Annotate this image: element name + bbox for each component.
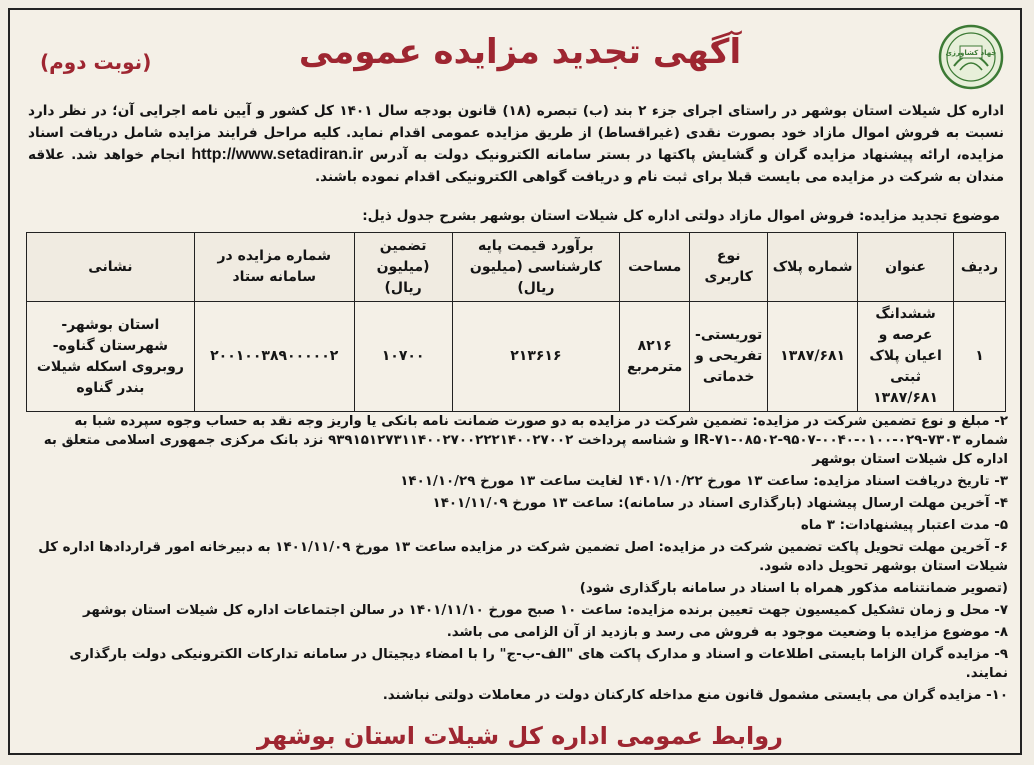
cell-guarantee: ۱۰۷۰۰ [354,302,452,412]
header-guarantee: تضمین (میلیون ریال) [354,233,452,302]
cell-usage: توریستی- تفریحی و خدماتی [690,302,768,412]
condition-commission: ۷- محل و زمان تشکیل کمیسیون جهت تعیین برنده مزایده: ساعت ۱۰ صبح مورخ ۱۴۰۱/۱۱/۱۰ در سالن اجتماعات اداره کل شیلات استان بوشهر [83,603,1008,618]
logo-lettering: جهاد کشاورزی [945,49,997,57]
condition-proposal-deadline: ۴- آخرین مهلت ارسال پیشنهاد (بارگذاری اسناد در سامانه): ساعت ۱۳ مورخ ۱۴۰۱/۱۱/۰۹ [432,496,1008,511]
cell-title: ششدانگ عرصه و اعیان پلاک ثبتی ۱۳۸۷/۶۸۱ [858,302,954,412]
jahad-logo-icon [938,24,1004,90]
intro-text-2: انجام خواهد شد. علاقه مندان به شرکت در مزایده می بایست قبلا برای ثبت نام و دریافت گواهی الکترونیکی اقدام نموده باشند. [28,147,1004,185]
header-usage: نوع کاربری [690,233,768,302]
setad-website-link[interactable]: http://www.setadiran.ir [191,146,364,163]
cell-auction-number: ۲۰۰۱۰۰۳۸۹۰۰۰۰۰۲ [194,302,354,412]
condition-document-dates: ۳- تاریخ دریافت اسناد مزایده: ساعت ۱۳ مورخ ۱۴۰۱/۱۰/۲۲ لغایت ساعت ۱۳ مورخ ۱۴۰۱/۱۰/۲۹ [400,474,1008,489]
cell-area: ۸۲۱۶ مترمربع [620,302,690,412]
cell-row-number: ۱ [954,302,1006,412]
header-row-number: ردیف [954,233,1006,302]
condition-eligibility: ۱۰- مزایده گران می بایستی مشمول قانون منع مداخله کارکنان دولت در معاملات دولتی نباشند. [382,688,1008,703]
intro-paragraph [28,100,1004,188]
footer-signature: روابط عمومی اداره کل شیلات استان بوشهر [257,722,783,750]
header-auction-number: شماره مزایده در سامانه ستاد [194,233,354,302]
page-title: آگهی تجدید مزایده عمومی [298,32,742,72]
cell-plak: ۱۳۸۷/۶۸۱ [768,302,858,412]
auction-subject: موضوع تجدید مزایده: فروش اموال مازاد دولتی اداره کل شیلات استان بوشهر بشرح جدول ذیل: [362,208,1000,224]
header-price: برآورد قیمت پایه کارشناسی (میلیون ریال) [452,233,620,302]
edition-label: (نوبت دوم) [40,50,152,74]
cell-address: استان بوشهر- شهرستان گناوه- روبروی اسکله شیلات بندر گناوه [27,302,195,412]
condition-guarantee: ۲- مبلغ و نوع تضمین شرکت در مزایده: تضمین شرکت در مزایده به دو صورت ضمانت نامه بانکی یا واریز وجه نقد به حساب وجوه سپرده شبا به شماره IR-۷۱-۰۸۵۰۲-۹۵۰۷-۰۰۴۰-۰۱۰۰-۰۲۹-۷۳۰۳ و شناسه پرداخت ۹۳۹۱۵۱۲۷۳۱۱۴۰۰۲۷۰۰۲۲۲۱۴۰۰۲۷۰۰۲ نزد بانک مرکزی جمهوری اسلامی متعلق به اداره کل شیلات استان بوشهر [43,414,1008,467]
condition-upload-note: (تصویر ضمانتنامه مذکور همراه با اسناد در سامانه بارگذاری شود) [579,581,1008,596]
condition-validity: ۵- مدت اعتبار پیشنهادات: ۳ ماه [800,518,1008,533]
auction-items-table [26,232,1006,412]
condition-visit: ۸- موضوع مزایده با وضعیت موجود به فروش می رسد و بازدید از آن الزامی می باشد. [446,625,1008,640]
conditions-list [28,412,1008,708]
header-title: عنوان [858,233,954,302]
condition-envelope-delivery: ۶- آخرین مهلت تحویل پاکت تضمین شرکت در مزایده: اصل تضمین شرکت در مزایده ساعت ۱۳ مورخ ۱۴۰۱/۱۱/۰۹ به دبیرخانه امور قراردادها اداره کل شیلات استان بوشهر تحویل داده شود. [38,540,1008,574]
header-area: مساحت [620,233,690,302]
cell-price: ۲۱۳۶۱۶ [452,302,620,412]
condition-digital-signature: ۹- مزایده گران الزاما بایستی اطلاعات و اسناد و مدارک پاکت های "الف-ب-ج" را با امضاء دیجیتال در سامانه تدارکات الکترونیکی دولت بارگذاری نمایند. [69,647,1008,681]
table-row [27,302,1006,412]
header-plak: شماره پلاک [768,233,858,302]
header-address: نشانی [27,233,195,302]
table-header-row [27,233,1006,302]
notice-page [8,8,1022,755]
intro-text-1: اداره کل شیلات استان بوشهر در راستای اجرای جزء ۲ بند (ب) تبصره (۱۸) قانون بودجه سال ۱۴۰۱ کل کشور و آیین نامه اجرایی آن؛ در نظر دارد نسبت به فروش اموال مازاد خود بصورت نقدی (غیراقساط) از طریق مزایده عمومی اقدام نماید. کلیه مراحل فرایند مزایده شامل دریافت اسناد مزایده، ارائه پیشنهاد مزایده گران و گشایش پاکتها در بستر سامانه الکترونیک دولت به آدرس [28,103,1005,163]
